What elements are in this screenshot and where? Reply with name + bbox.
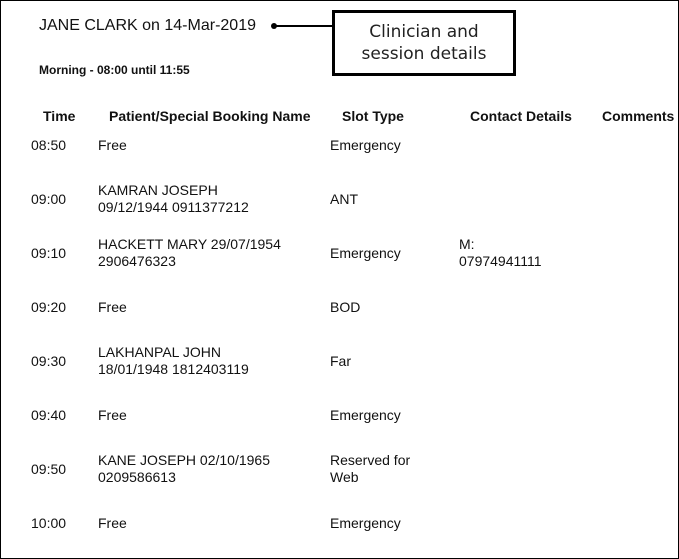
slot-type	[330, 515, 440, 532]
slot-time: 09:20	[31, 298, 67, 315]
patient-name	[98, 407, 323, 424]
patient-name	[98, 236, 323, 270]
slot-type	[330, 245, 440, 262]
column-header-slot-type: Slot Type	[342, 108, 404, 124]
patient-name-line: 09/12/1944 0911377212	[98, 199, 249, 215]
slot-type-line: Emergency	[330, 136, 401, 153]
column-header-name: Patient/Special Booking Name	[109, 108, 311, 124]
slot-type	[330, 353, 440, 370]
patient-name-line: KAMRAN JOSEPH	[98, 182, 218, 198]
patient-name	[98, 182, 323, 216]
patient-name-line: Free	[98, 298, 127, 315]
slot-time: 09:50	[31, 460, 67, 477]
patient-name-line: KANE JOSEPH 02/10/1965	[98, 452, 270, 468]
patient-name	[98, 515, 323, 532]
patient-name-line: Free	[98, 406, 127, 423]
slot-type-line: ANT	[330, 190, 358, 207]
column-header-time: Time	[43, 108, 76, 124]
callout-connector-line	[276, 25, 334, 27]
slot-time: 09:10	[31, 244, 67, 261]
callout-box	[332, 10, 516, 76]
patient-name	[98, 299, 323, 316]
patient-name-line: Free	[98, 514, 127, 531]
slot-time: 09:40	[31, 406, 67, 423]
patient-name	[98, 137, 323, 154]
session-times: Morning - 08:00 until 11:55	[39, 63, 190, 77]
slot-type-line: Reserved for	[330, 452, 411, 468]
contact-details	[459, 236, 579, 270]
slot-type	[330, 299, 440, 316]
contact-details-line: 07974941111	[459, 253, 542, 269]
patient-name	[98, 344, 323, 378]
callout-line-1: Clinician and	[369, 22, 479, 42]
patient-name-line: HACKETT MARY 29/07/1954	[98, 236, 281, 252]
column-header-comments: Comments	[602, 108, 675, 124]
contact-details-line: M:	[459, 236, 475, 252]
clinician-session-title: JANE CLARK on 14-Mar-2019	[39, 17, 256, 34]
slot-time: 09:00	[31, 190, 67, 207]
slot-type-line: Far	[330, 352, 351, 369]
slot-time: 09:30	[31, 352, 67, 369]
slot-time: 10:00	[31, 514, 67, 531]
slot-type	[330, 191, 440, 208]
slot-type-line: Emergency	[330, 406, 401, 423]
patient-name-line: Free	[98, 136, 127, 153]
slot-type	[330, 452, 440, 486]
patient-name-line: 2906476323	[98, 253, 176, 269]
patient-name	[98, 452, 323, 486]
column-header-contact-details: Contact Details	[470, 108, 572, 124]
patient-name-line: LAKHANPAL JOHN	[98, 344, 221, 360]
slot-type	[330, 407, 440, 424]
slot-type-line: BOD	[330, 298, 361, 315]
slot-type-line: Web	[330, 469, 359, 485]
slot-time: 08:50	[31, 136, 67, 153]
patient-name-line: 0209586613	[98, 469, 176, 485]
patient-name-line: 18/01/1948 1812403119	[98, 361, 249, 377]
callout-line-2: session details	[361, 44, 487, 64]
slot-type-line: Emergency	[330, 514, 401, 531]
slot-type-line: Emergency	[330, 244, 401, 261]
slot-type	[330, 137, 440, 154]
